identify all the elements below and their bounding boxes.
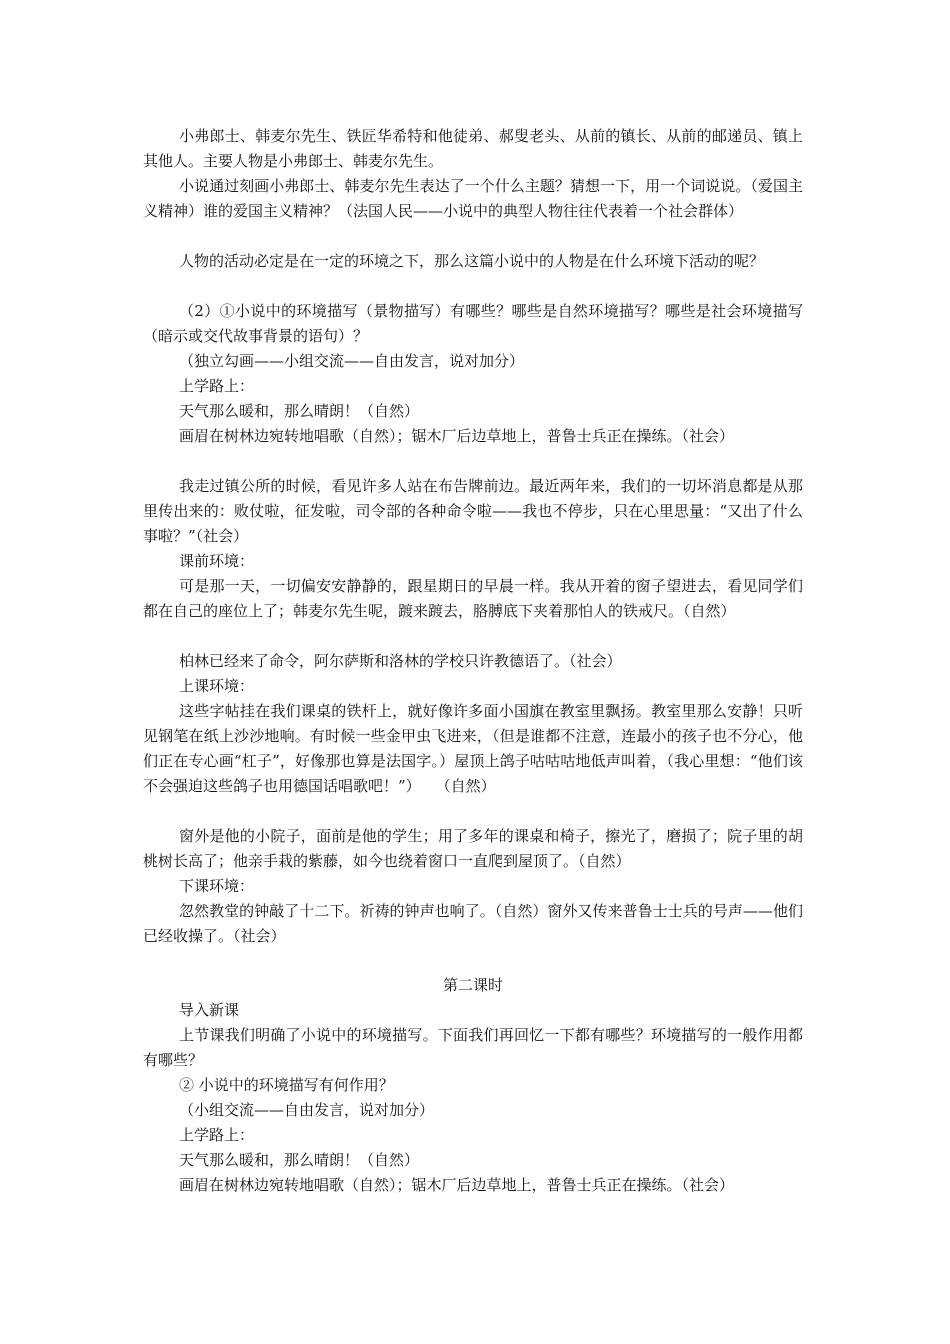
paragraph: 小说通过刻画小弗郎士、韩麦尔先生表达了一个什么主题？猜想一下，用一个词说说。（爱国主义精神）谁的爱国主义精神？（法国人民——小说中的典型人物往往代表着一个社会群体） xyxy=(143,177,803,220)
paragraph: ② 小说中的环境描写有何作用？ xyxy=(179,1076,394,1094)
paragraph: 窗外是他的小院子，面前是他的学生；用了多年的课桌和椅子，擦光了，磨损了；院子里的胡桃树长高了；他亲手栽的紫藤，如今也绕着窗口一直爬到屋顶了。（自然） xyxy=(143,827,803,870)
paragraph: 忽然教堂的钟敲了十二下。祈祷的钟声也响了。（自然）窗外又传来普鲁士士兵的号声——他们已经收操了。（社会） xyxy=(143,902,803,945)
paragraph: 下课环境： xyxy=(179,877,255,895)
paragraph: 小弗郎士、韩麦尔先生、铁匠华希特和他徒弟、郝叟老头、从前的镇长、从前的邮递员、镇上其他人。主要人物是小弗郎士、韩麦尔先生。 xyxy=(143,127,803,170)
paragraph: 课前环境： xyxy=(179,552,255,570)
paragraph: 天气那么暖和，那么晴朗！（自然） xyxy=(179,402,420,420)
paragraph: 上学路上： xyxy=(179,377,255,395)
paragraph: 人物的活动必定是在一定的环境之下，那么这篇小说中的人物是在什么环境下活动的呢？ xyxy=(179,252,765,270)
paragraph: 导入新课 xyxy=(179,1001,240,1019)
paragraph: 上学路上： xyxy=(179,1126,255,1144)
paragraph: 柏林已经来了命令，阿尔萨斯和洛林的学校只许教德语了。（社会） xyxy=(179,652,622,670)
paragraph: 上课环境： xyxy=(179,677,255,695)
section-title: 第二课时 xyxy=(442,976,503,994)
paragraph: 我走过镇公所的时候，看见许多人站在布告牌前边。最近两年来，我们的一切坏消息都是从那里传出来的：败仗啦，征发啦，司令部的各种命令啦——我也不停步，只在心里思量：“又出了什么事啦？”（社会） xyxy=(143,477,803,545)
paragraph: （小组交流——自由发言，说对加分） xyxy=(179,1101,435,1119)
paragraph: 上节课我们明确了小说中的环境描写。下面我们再回忆一下都有哪些？环境描写的一般作用都有哪些？ xyxy=(143,1026,803,1069)
paragraph: （2）①小说中的环境描写（景物描写）有哪些？哪些是自然环境描写？哪些是社会环境描写（暗示或交代故事背景的语句）？ xyxy=(143,302,803,345)
paragraph: 画眉在树林边宛转地唱歌（自然）；锯木厂后边草地上，普鲁士兵正在操练。（社会） xyxy=(179,1176,735,1194)
paragraph: 天气那么暖和，那么晴朗！（自然） xyxy=(179,1151,420,1169)
paragraph: 可是那一天，一切偏安安静静的，跟星期日的早晨一样。我从开着的窗子望进去，看见同学们都在自己的座位上了；韩麦尔先生呢，踱来踱去，胳膊底下夹着那怕人的铁戒尺。（自然） xyxy=(143,577,803,620)
paragraph: 画眉在树林边宛转地唱歌（自然）；锯木厂后边草地上，普鲁士兵正在操练。（社会） xyxy=(179,427,735,445)
paragraph: （独立勾画——小组交流——自由发言，说对加分） xyxy=(179,352,525,370)
paragraph: 这些字帖挂在我们课桌的铁杆上，就好像许多面小国旗在教室里飘扬。教室里那么安静！只听见钢笔在纸上沙沙地响。有时候一些金甲虫飞进来，（但是谁都不注意，连最小的孩子也不分心，他们正在专心画“杠子”，好像那也算是法国字。）屋顶上鸽子咕咕咕地低声叫着，（我心里想：“他们该不会强迫这些鸽子也用德国话唱歌吧！”） （自然） xyxy=(143,702,803,795)
